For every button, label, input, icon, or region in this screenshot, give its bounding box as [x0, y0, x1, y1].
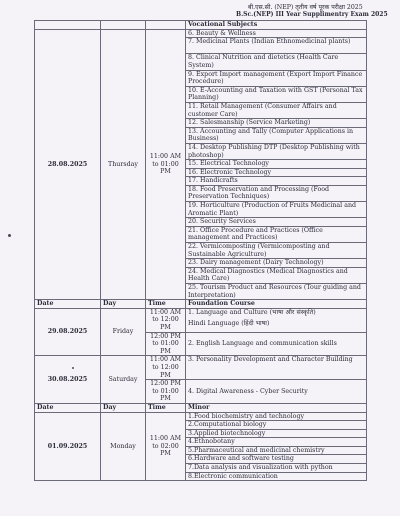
section-heading-foundation: Foundation Course: [186, 300, 367, 309]
exam-time: 12:00 PM to 01:00 PM: [146, 380, 186, 404]
subject-item: 12. Salesmanship (Service Marketing): [186, 119, 367, 128]
blank-cell: [35, 21, 101, 30]
subject-item: 7.Data analysis and visualization with python: [186, 464, 367, 473]
subject-item: 24. Medical Diagnostics (Medical Diagnostics and Health Care): [186, 267, 367, 283]
subject-item: 25. Tourism Product and Resources (Tour guiding and Interpretation): [186, 284, 367, 300]
subject-item: 20. Security Services: [186, 218, 367, 227]
exam-time: 11:00 AM to 01:00 PM: [146, 29, 186, 300]
exam-day: Friday: [101, 308, 146, 356]
exam-time: 11:00 AM to 02:00 PM: [146, 412, 186, 481]
subject-item: 11. Retail Management (Consumer Affairs and customer Care): [186, 102, 367, 118]
column-header-time: Time: [146, 403, 186, 412]
subject-item: 4. Digital Awareness - Cyber Security: [186, 380, 367, 404]
subject-item: 14. Desktop Publishing DTP (Desktop Publishing with photoshop): [186, 143, 367, 159]
column-header-time: Time: [146, 300, 186, 309]
exam-schedule-table: [34, 20, 367, 481]
header-hindi: बी.एस.सी. (NEP) तृतीय वर्ष पूरक परीक्षा 2025: [248, 4, 363, 11]
exam-time: 12:00 PM to 01:00 PM: [146, 332, 186, 356]
subject-item: 6. Beauty & Wellness: [186, 29, 367, 38]
column-header-day: Day: [101, 300, 146, 309]
section-heading-vocational: Vocational Subjects: [186, 21, 367, 30]
scan-mark: [8, 234, 11, 237]
exam-day: Thursday: [101, 29, 146, 300]
header-english: B.Sc.(NEP) III Year Supplimentry Exam 2025: [236, 11, 388, 18]
subject-line: Hindi Language (हिंदी भाषा): [188, 320, 270, 328]
exam-time: 11:00 AM to 12:00 PM: [146, 308, 186, 332]
exam-date: 30.08.2025: [35, 356, 101, 404]
subject-item: 2. English Language and communication skills: [186, 332, 367, 356]
exam-date: 01.09.2025: [35, 412, 101, 481]
subject-item: 2.Computational biology: [186, 421, 367, 430]
column-header-date: Date: [35, 300, 101, 309]
exam-day: Monday: [101, 412, 146, 481]
subject-item: 22. Vermicomposting (Vermicomposting and Sustainable Agriculture): [186, 243, 367, 259]
subject-item: 4.Ethnobotany: [186, 438, 367, 447]
column-header-day: Day: [101, 403, 146, 412]
subject-item: 17. Handicrafts: [186, 177, 367, 186]
subject-item: 5.Pharmaceutical and medicinal chemistry: [186, 446, 367, 455]
subject-line: 3. Personality Development and Character Building: [188, 356, 353, 364]
subject-item: 10. E-Accounting and Taxation with GST (Personal Tax Planning): [186, 86, 367, 102]
subject-item: 8.Electronic communication: [186, 472, 367, 481]
subject-item: 19. Horticulture (Production of Fruits Medicinal and Aromatic Plant): [186, 202, 367, 218]
exam-date: 29.08.2025: [35, 308, 101, 356]
blank-cell: [101, 21, 146, 30]
subject-item: [186, 308, 367, 332]
blank-cell: [146, 21, 186, 30]
subject-item: 21. Office Procedure and Practices (Office management and Practices): [186, 226, 367, 242]
subject-item: 23. Dairy management (Dairy Technology): [186, 259, 367, 268]
subject-item: 3.Applied biotechnology: [186, 429, 367, 438]
subject-item: 15. Electrical Technology: [186, 160, 367, 169]
subject-item: 18. Food Preservation and Processing (Food Preservation Techniques): [186, 185, 367, 201]
subject-line: 1. Language and Culture (भाषा और संस्कृति): [188, 308, 316, 316]
section-heading-minor: Minor: [186, 403, 367, 412]
subject-item: 8. Clinical Nutrition and dietetics (Health Care System): [186, 54, 367, 70]
subject-item: 16. Electronic Technology: [186, 168, 367, 177]
exam-day: Saturday: [101, 356, 146, 404]
subject-item: 6.Hardware and software testing: [186, 455, 367, 464]
subject-item: [186, 356, 367, 380]
subject-item: 13. Accounting and Tally (Computer Applications in Business): [186, 127, 367, 143]
subject-item: 9. Export Import management (Export Import Finance Procedure): [186, 70, 367, 86]
scan-mark: [72, 367, 74, 369]
column-header-date: Date: [35, 403, 101, 412]
exam-date: 28.08.2025: [35, 29, 101, 300]
subject-item: 7. Medicinal Plants (Indian Ethnomedicinal plants): [186, 38, 367, 54]
exam-time: 11:00 AM to 12:00 PM: [146, 356, 186, 380]
subject-item: 1.Food biochemistry and technology: [186, 412, 367, 421]
